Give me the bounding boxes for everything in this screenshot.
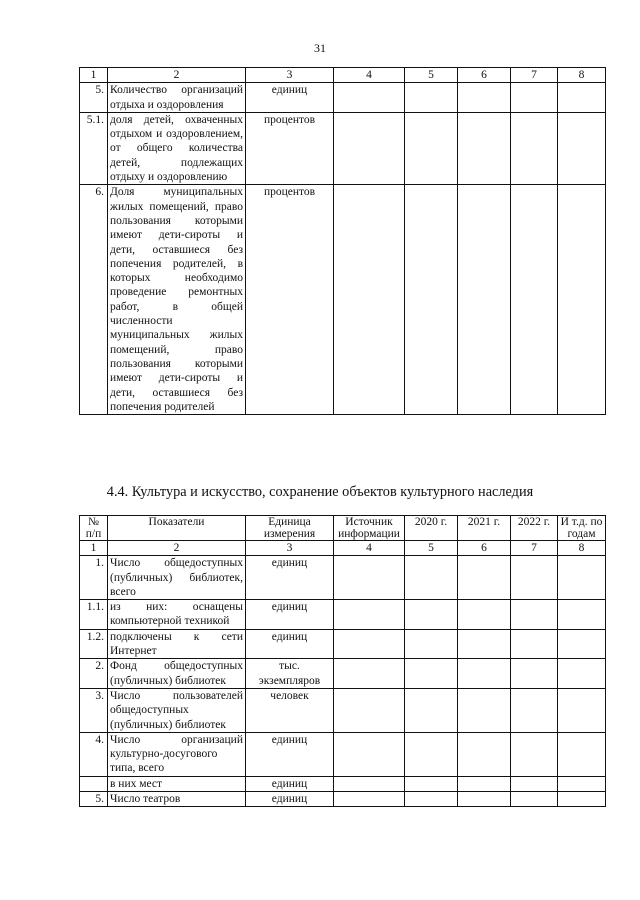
colnum-cell: 2 xyxy=(108,68,246,83)
colnum-cell: 2 xyxy=(108,541,246,556)
indicator-name: в них мест xyxy=(108,776,246,791)
table-row xyxy=(80,688,606,732)
empty-cell xyxy=(558,776,606,791)
table-row xyxy=(80,112,606,184)
colnum-cell: 6 xyxy=(458,541,511,556)
unit-cell: единиц xyxy=(246,556,334,600)
header-cell: И т.д. по годам xyxy=(558,516,606,541)
empty-cell xyxy=(334,629,405,659)
empty-cell xyxy=(511,600,558,630)
row-number: 4. xyxy=(80,732,108,776)
header-cell: Источник информации xyxy=(334,516,405,541)
empty-cell xyxy=(558,112,606,184)
header-cell: 2020 г. xyxy=(405,516,458,541)
empty-cell xyxy=(558,83,606,113)
empty-cell xyxy=(334,776,405,791)
empty-cell xyxy=(558,659,606,689)
colnum-cell: 5 xyxy=(405,541,458,556)
empty-cell xyxy=(334,688,405,732)
indicator-name: подключены к сети Интернет xyxy=(108,629,246,659)
row-number xyxy=(80,776,108,791)
colnum-cell: 8 xyxy=(558,68,606,83)
empty-cell xyxy=(334,792,405,807)
unit-cell: тыс. экземпляров xyxy=(246,659,334,689)
empty-cell xyxy=(558,792,606,807)
table-row xyxy=(80,600,606,630)
empty-cell xyxy=(405,688,458,732)
page-number: 31 xyxy=(314,41,326,55)
colnum-cell: 4 xyxy=(334,68,405,83)
empty-cell xyxy=(458,792,511,807)
empty-cell xyxy=(405,185,458,415)
unit-cell: человек xyxy=(246,688,334,732)
row-number: 5.1. xyxy=(80,112,108,184)
empty-cell xyxy=(458,556,511,600)
empty-cell xyxy=(405,732,458,776)
empty-cell xyxy=(405,629,458,659)
indicator-name: Число организаций культурно-досугового типа, всего xyxy=(108,732,246,776)
empty-cell xyxy=(405,776,458,791)
unit-cell: единиц xyxy=(246,732,334,776)
unit-cell: процентов xyxy=(246,112,334,184)
row-number: 6. xyxy=(80,185,108,415)
colnum-cell: 3 xyxy=(246,541,334,556)
empty-cell xyxy=(334,600,405,630)
row-number: 1.1. xyxy=(80,600,108,630)
colnum-cell: 1 xyxy=(80,68,108,83)
table-row xyxy=(80,185,606,415)
empty-cell xyxy=(558,556,606,600)
header-cell: Показатели xyxy=(108,516,246,541)
header-row xyxy=(80,516,606,541)
colnum-cell: 1 xyxy=(80,541,108,556)
indicator-name: Фонд общедоступных (публичных) библиотек xyxy=(108,659,246,689)
colnum-cell: 7 xyxy=(511,68,558,83)
indicator-name: Доля муниципальных жилых помещений, право пользования которыми имеют дети-сироты и дети, оставшиеся без попечения родителей, в которых необходимо проведение ремонтных работ, в общей численности муниципальных жилых помещений, право пользования которыми имеют дети-сироты и дети, оставшиеся без попечения родителей xyxy=(108,185,246,415)
empty-cell xyxy=(511,83,558,113)
empty-cell xyxy=(334,659,405,689)
empty-cell xyxy=(334,185,405,415)
empty-cell xyxy=(558,732,606,776)
empty-cell xyxy=(458,659,511,689)
table-row xyxy=(80,629,606,659)
empty-cell xyxy=(511,732,558,776)
indicator-name: Число общедоступных (публичных) библиотек, всего xyxy=(108,556,246,600)
unit-cell: единиц xyxy=(246,776,334,791)
empty-cell xyxy=(405,556,458,600)
empty-cell xyxy=(511,792,558,807)
indicator-name: из них: оснащены компьютерной техникой xyxy=(108,600,246,630)
table-row xyxy=(80,83,606,113)
culture-indicators-table xyxy=(79,515,606,807)
empty-cell xyxy=(511,185,558,415)
colnum-cell: 7 xyxy=(511,541,558,556)
colnum-cell: 4 xyxy=(334,541,405,556)
row-number: 1. xyxy=(80,556,108,600)
indicators-table-continued xyxy=(79,67,606,415)
empty-cell xyxy=(458,688,511,732)
indicator-name: Число театров xyxy=(108,792,246,807)
header-cell: 2022 г. xyxy=(511,516,558,541)
empty-cell xyxy=(558,600,606,630)
empty-cell xyxy=(458,185,511,415)
header-cell: Единица измерения xyxy=(246,516,334,541)
empty-cell xyxy=(405,600,458,630)
row-number: 1.2. xyxy=(80,629,108,659)
empty-cell xyxy=(458,83,511,113)
empty-cell xyxy=(511,112,558,184)
empty-cell xyxy=(334,83,405,113)
empty-cell xyxy=(405,83,458,113)
unit-cell: единиц xyxy=(246,792,334,807)
table-row xyxy=(80,732,606,776)
colnum-cell: 5 xyxy=(405,68,458,83)
empty-cell xyxy=(405,112,458,184)
table-row xyxy=(80,792,606,807)
unit-cell: единиц xyxy=(246,629,334,659)
indicator-name: Количество организаций отдыха и оздоровления xyxy=(108,83,246,113)
empty-cell xyxy=(458,732,511,776)
table-row xyxy=(80,659,606,689)
empty-cell xyxy=(511,776,558,791)
header-cell: 2021 г. xyxy=(458,516,511,541)
empty-cell xyxy=(334,556,405,600)
row-number: 2. xyxy=(80,659,108,689)
empty-cell xyxy=(558,185,606,415)
table-row xyxy=(80,776,606,791)
unit-cell: единиц xyxy=(246,600,334,630)
row-number: 5. xyxy=(80,83,108,113)
row-number: 5. xyxy=(80,792,108,807)
colnum-cell: 8 xyxy=(558,541,606,556)
column-number-row xyxy=(80,68,606,83)
colnum-cell: 3 xyxy=(246,68,334,83)
empty-cell xyxy=(511,556,558,600)
indicator-name: Число пользователей общедоступных (публичных) библиотек xyxy=(108,688,246,732)
empty-cell xyxy=(558,629,606,659)
empty-cell xyxy=(334,112,405,184)
empty-cell xyxy=(511,659,558,689)
unit-cell: процентов xyxy=(246,185,334,415)
empty-cell xyxy=(458,629,511,659)
empty-cell xyxy=(511,629,558,659)
unit-cell: единиц xyxy=(246,83,334,113)
column-number-row xyxy=(80,541,606,556)
empty-cell xyxy=(405,659,458,689)
empty-cell xyxy=(458,600,511,630)
empty-cell xyxy=(558,688,606,732)
row-number: 3. xyxy=(80,688,108,732)
header-cell: № п/п xyxy=(80,516,108,541)
empty-cell xyxy=(334,732,405,776)
indicator-name: доля детей, охваченных отдыхом и оздоровлением, от общего количества детей, подлежащих отдыху и оздоровлению xyxy=(108,112,246,184)
empty-cell xyxy=(405,792,458,807)
section-title: 4.4. Культура и искусство, сохранение объектов культурного наследия xyxy=(106,484,534,500)
empty-cell xyxy=(458,112,511,184)
colnum-cell: 6 xyxy=(458,68,511,83)
table-row xyxy=(80,556,606,600)
empty-cell xyxy=(511,688,558,732)
empty-cell xyxy=(458,776,511,791)
